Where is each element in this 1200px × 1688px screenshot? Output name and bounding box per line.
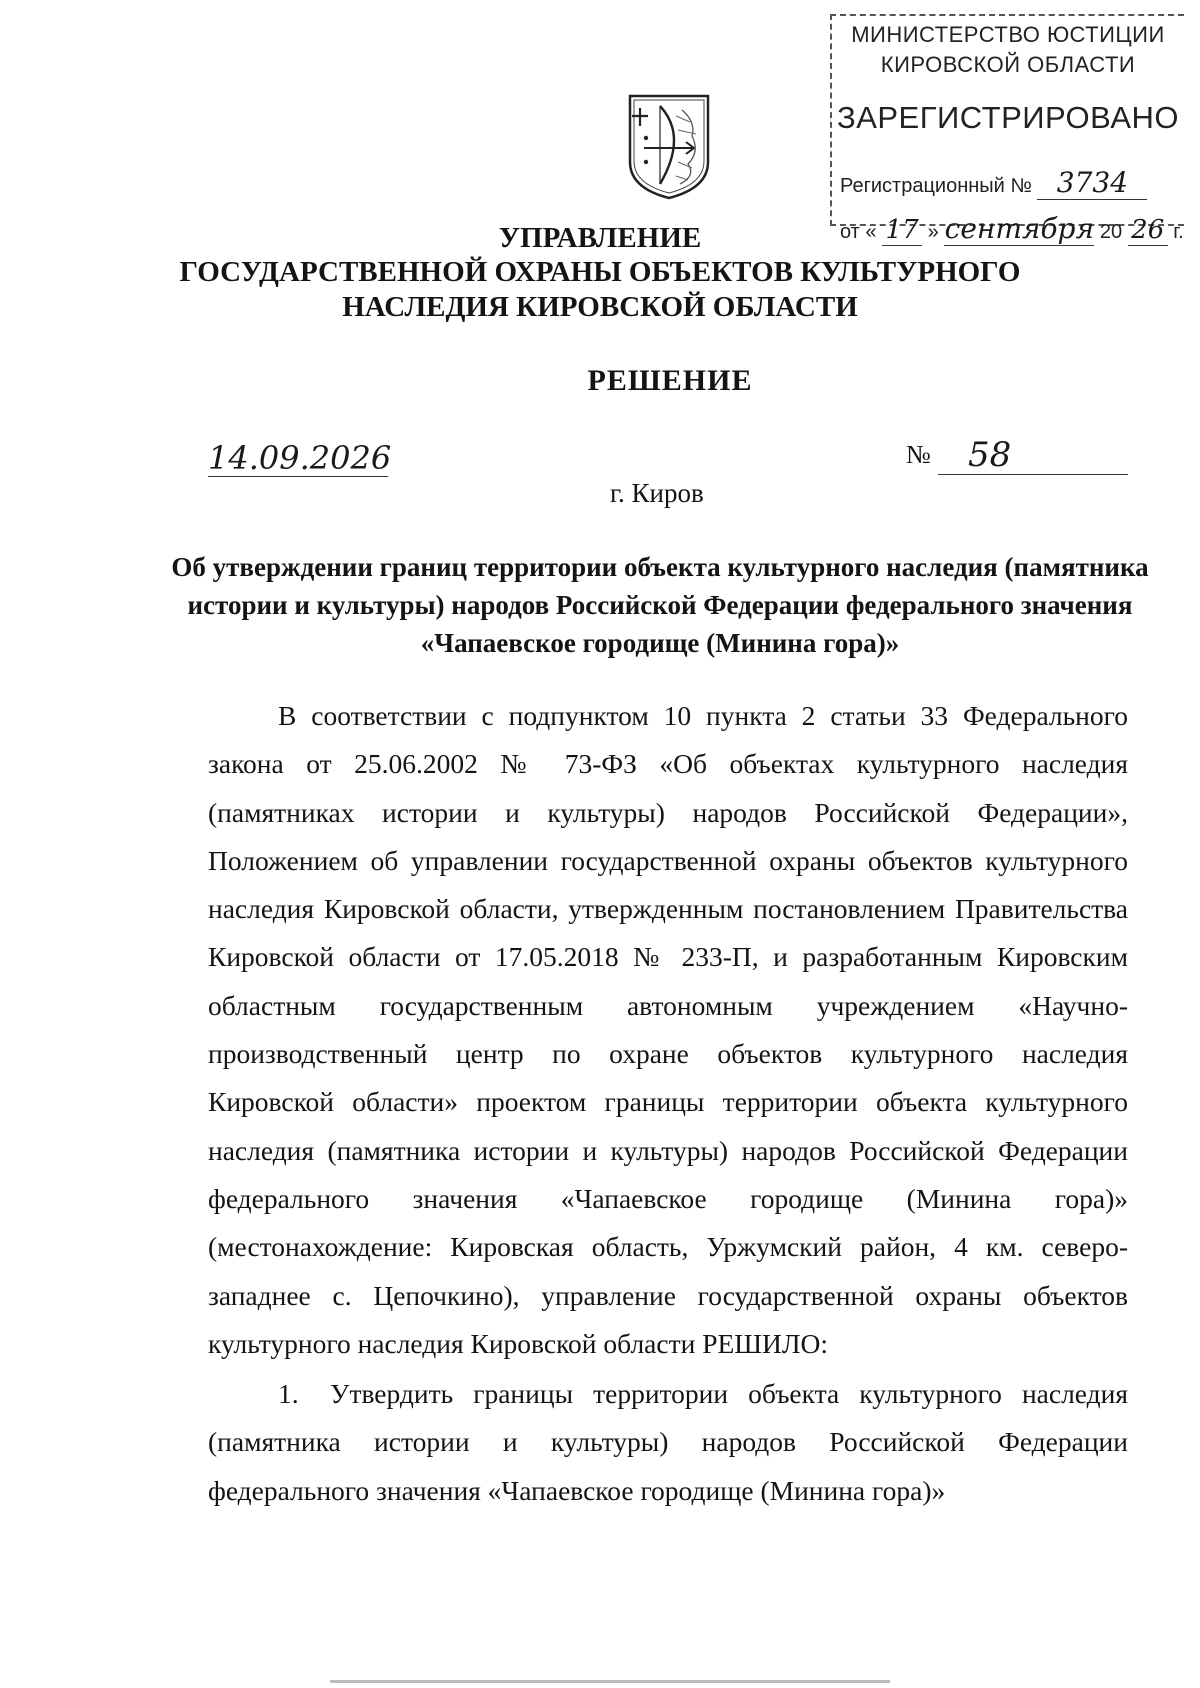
org-name-line-1: УПРАВЛЕНИЕ [498,222,702,254]
registration-stamp [830,14,1184,245]
page-bottom-divider [330,1680,890,1683]
stamp-reg-number: 3734 [1037,166,1147,200]
stamp-date-month: сентября [944,212,1095,245]
stamp-date-prefix: от « [840,221,877,243]
stamp-region: КИРОВСКОЙ ОБЛАСТИ [880,52,1136,77]
decision-number: 58 [938,436,1128,475]
list-item [208,1370,1128,1515]
item-number: 1. [278,1378,299,1409]
decision-date: 14.09.2026 [208,439,392,477]
stamp-date-year-suffix: 26 [1128,215,1168,246]
kirov-oblast-coat-of-arms-icon [626,92,712,202]
org-name-line-2: ГОСУДАРСТВЕННОЙ ОХРАНЫ ОБЪЕКТОВ КУЛЬТУРНОГО [179,256,1021,288]
stamp-date-mid: » [927,221,939,243]
document-type-title: РЕШЕНИЕ [587,364,753,397]
decision-subject: Об утверждении границ территории объекта культурного наследия (памятника истории и культуры) народов Российской Федерации федерального значения «Чапаевское городище (Минина гора)» [171,552,1149,658]
org-name-line-3: НАСЛЕДИЯ КИРОВСКОЙ ОБЛАСТИ [342,291,858,323]
decision-number-label: № [906,440,931,469]
stamp-date-year-prefix: 20 [1099,221,1123,243]
stamp-date-day: 17 [882,215,922,246]
item-text: Утвердить границы территории объекта культурного наследия (памятника истории и культуры) народов Российской Федерации федерального значения «Чапаевское городище (Минина гора)» [208,1378,1128,1506]
stamp-date-suffix: г. [1173,221,1184,243]
city-name: г. Киров [610,478,704,508]
stamp-ministry: МИНИСТЕРСТВО ЮСТИЦИИ [851,22,1165,47]
stamp-status: ЗАРЕГИСТРИРОВАНО [836,100,1179,135]
stamp-registration-line [840,166,1147,200]
preamble-paragraph: В соответствии с подпунктом 10 пункта 2 статьи 33 Федерального закона от 25.06.2002 № 73-ФЗ «Об объектах культурного наследия (памятниках истории и культуры) народов Российской Федерации», Положением об управлении государственной охраны объектов культурного наследия Кировской области, утвержденным постановлением Правительства Кировской области от 17.05.2018 № 233-П, и разработанным Кировским областным государственным автономным учреждением «Научно-производственный центр по охране объектов культурного наследия Кировской области» проектом границы территории объекта культурного наследия (памятника истории и культуры) народов Российской Федерации федерального значения «Чапаевское городище (Минина гора)» (местонахождение: Кировская область, Уржумский район, 4 км. северо-западнее с. Цепочкино), управление государственной охраны объектов культурного наследия Кировской области РЕШИЛО: [208,700,1128,1359]
stamp-reg-label: Регистрационный № [840,175,1032,197]
